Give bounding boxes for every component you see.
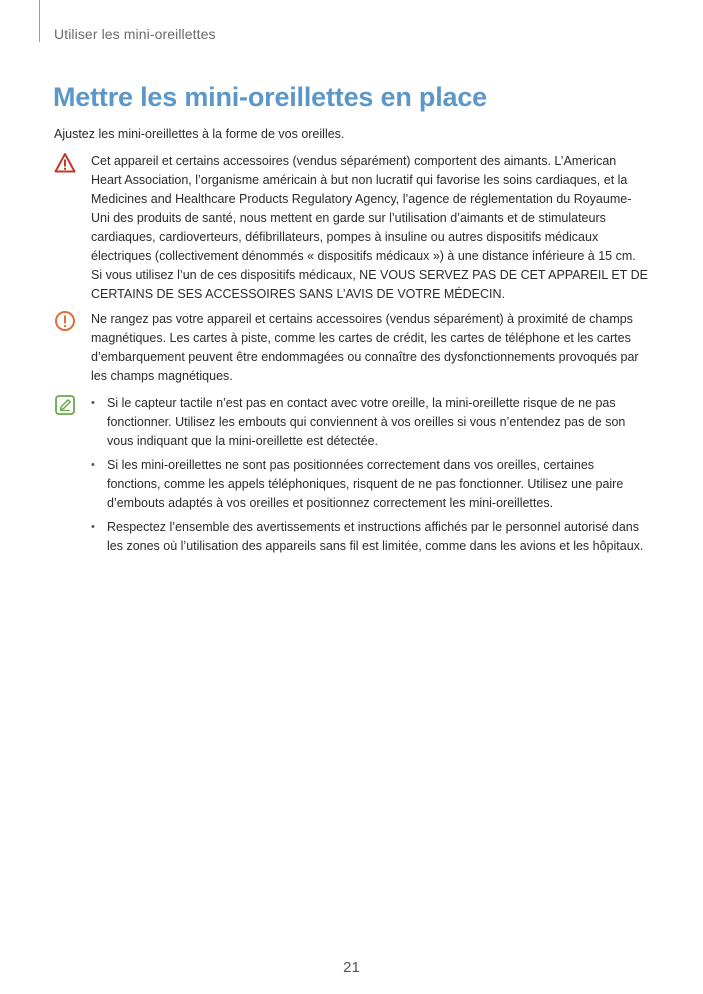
caution-notice xyxy=(54,310,650,390)
page-number: 21 xyxy=(343,959,360,976)
side-rule xyxy=(39,0,40,42)
note-pencil-icon xyxy=(54,394,76,416)
note-item-text: Respectez l’ensemble des avertissements et instructions affichés par le personnel autorisé dans les zones où l’utilisation des appareils sans fil est limitée, comme dans les avions et les hôpitaux. xyxy=(107,520,644,553)
note-item-text: Si le capteur tactile n’est pas en contact avec votre oreille, la mini-oreillette risque de ne pas fonctionner. Utilisez les embouts qui conviennent à vos oreilles si vous n’entendez pas de son vous indiquant que la mini-oreillette est détectée. xyxy=(107,396,626,448)
caution-text: Ne rangez pas votre appareil et certains accessoires (vendus séparément) à proximité de champs magnétiques. Les cartes à piste, comme les cartes de crédit, les cartes de téléphone et les cartes d’embarquement peuvent être endommagées ou connaître des dysfonctionnements provoqués par les champs magnétiques. xyxy=(91,312,639,383)
warning-triangle-icon xyxy=(54,152,76,174)
warning-text: Cet appareil et certains accessoires (vendus séparément) comportent des aimants. L’American Heart Association, l’organisme américain à but non lucratif qui favorise les soins cardiaques, et la Medicines and Healthcare Products Regulatory Agency, l’agence de réglementation du Royaume-Uni des produits de santé, nous mettent en garde sur l’utilisation d’aimants et de stimulateurs cardiaques, cardioverteurs, défibrillateurs, pompes à insuline ou autres dispositifs médicaux électriques (collectivement dénommés « dispositifs médicaux ») à une distance inférieure à 15 cm. Si vous utilisez l’un de ces dispositifs médicaux, NE VOUS SERVEZ PAS DE CET APPAREIL ET DE CERTAINS DE SES ACCESSOIRES SANS L’AVIS DE VOTRE MÉDECIN. xyxy=(91,154,648,301)
note-item-text: Si les mini-oreillettes ne sont pas positionnées correctement dans vos oreilles, certaines fonctions, comme les appels téléphoniques, risquent de ne pas fonctionner. Utilisez une paire d’embouts adaptés à vos oreilles et positionnez correctement les mini-oreillettes. xyxy=(107,458,624,510)
note-list xyxy=(91,394,650,556)
list-item xyxy=(91,456,650,513)
bullet-glyph: • xyxy=(91,521,95,533)
caution-circle-icon xyxy=(54,310,76,332)
page-title: Mettre les mini-oreillettes en place xyxy=(53,82,487,112)
list-item xyxy=(91,518,650,556)
warning-notice xyxy=(54,152,650,302)
note-content xyxy=(91,394,650,561)
note-notice xyxy=(54,394,650,564)
bullet-glyph: • xyxy=(91,459,95,471)
section-header: Utiliser les mini-oreillettes xyxy=(54,26,216,42)
list-item xyxy=(91,394,650,451)
bullet-glyph: • xyxy=(91,397,95,409)
intro-text: Ajustez les mini-oreillettes à la forme de vos oreilles. xyxy=(54,127,345,141)
